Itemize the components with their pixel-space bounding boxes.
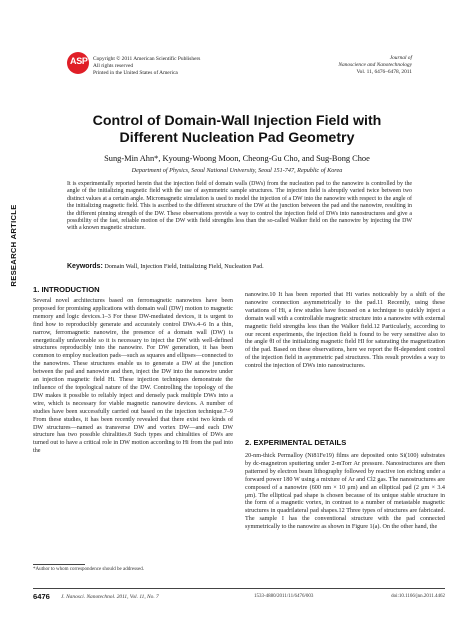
keywords-text: Domain Wall, Injection Field, Initializing Field, Nucleation Pad.: [104, 263, 264, 270]
issn: 1533-4880/2011/11/6476/003: [254, 594, 314, 599]
introduction-text-right: nanowire.10 It has been reported that Hi varies noticeably by a shift of the nanowire connection asymmetrically to the pad.11 Recently, using these variations of Hi, a few studies have focused on a technique to quickly inject a domain wall with a controllable magnetic structure into a nanowire with external magnetic field strengths less than the Walker field.12 Particularly, according to our recent experiments, the injection field is found to be very sensitive also to the angle θI of the initializing magnetic field HI for saturating the magnetization of the pad. Based on these observations, here we report the θI-dependent control of the injection field in asymmetric pad structures. This result provides a way to control the injection of DWs into nanostructures.: [245, 292, 445, 370]
journal-line: Nanoscience and Nanotechnology: [338, 62, 412, 69]
section-heading-introduction: 1. INTRODUCTION: [33, 285, 100, 294]
title-line: Different Nucleation Pad Geometry: [119, 130, 355, 146]
journal-line: Journal of: [389, 55, 412, 61]
keywords-label: Keywords:: [67, 263, 103, 270]
doi: doi:10.1166/jnn.2011.4462: [391, 594, 445, 599]
footer-divider: [33, 588, 445, 589]
journal-info: [338, 55, 412, 77]
footnote-divider: [33, 564, 85, 565]
footnote: *Author to whom correspondence should be addressed.: [33, 567, 144, 572]
section-heading-experimental: 2. EXPERIMENTAL DETAILS: [245, 438, 347, 447]
publisher-logo-text: ASP: [70, 56, 88, 66]
abstract: It is experimentally reported herein that the injection field of domain walls (DWs) from the nucleation pad to the nanowire is controlled by the angle of the initializing magnetic field with the use of asymmetric sample structures. The injection field is abruptly varied twice between two distinct values at a certain angle. Micromagnetic simulation is used to model the injection of a DW into the nanowire with respect to the angle of the initializing magnetic field. This is ascribed to the different structure of the DW at the junction between the pad and the nanowire, resulting in the different pinning strength of the DW. These observations provide a way to control the injection field of DWs into nanostructures and give a possibility of the fast, reliable motion of the DW with field strengths less than the so-called Walker field on the nanowire by injecting the DW with a known magnetic structure.: [67, 181, 412, 232]
paper-title: [40, 113, 434, 147]
publisher-line: Printed in the United States of America: [93, 70, 178, 77]
page-number: 6476: [33, 592, 50, 601]
publisher-line: Copyright © 2011 American Scientific Publishers: [93, 56, 201, 62]
keywords: [67, 263, 412, 270]
publisher-line: All rights reserved: [93, 63, 134, 70]
introduction-text-left: Several novel architectures based on ferromagnetic nanowires have been proposed for promising applications with domain wall (DW) motion to magnetic memory and logic devices.1–3 For these DW-mediated devices, it is urgent to find how to reproducibly generate and accurately control DWs.4–6 In a thin, narrow, ferromagnetic nanowire, the presence of a domain wall (DW) is energetically unfavorable so it is necessary to inject the DW with well-defined structures reproducibly into the nanowire. For DW generation, it has been common to employ nucleation pads—such as squares and ellipses—connected to the nanowires. These structures enable us to generate a DW at the junction between the pad and nanowire and then, inject the DW into the nanowire under an injection magnetic field Hi. These injection techniques demonstrate the influence of the topological nature of the DW. Controlling the topology of the DW makes it possible to reliably inject and densely pack multiple DWs into a wire, which is necessary for viable magnetic nanowire devices. A number of studies have been successfully carried out based on the injection technique.7–9 From these studies, it has been recently revealed that there exist two kinds of DW structures—named as transverse DW and vortex DW—and each DW structure has two possible chiralities.8 Such types and chiralities of DWs are turned out to have a critical role in DW motion according to Hi from the pad into the: [33, 298, 233, 455]
affiliation: Department of Physics, Seoul National University, Seoul 151-747, Republic of Korea: [131, 167, 343, 174]
title-line: Control of Domain-Wall Injection Field with: [92, 113, 382, 129]
authors: Sung-Min Ahn*, Kyoung-Woong Moon, Cheong-Gu Cho, and Sug-Bong Choe: [104, 154, 370, 163]
publisher-info: [93, 56, 200, 78]
journal-volume: Vol. 11, 6476–6478, 2011: [356, 69, 412, 76]
journal-citation: J. Nanosci. Nanotechnol. 2011, Vol. 11, No. 7: [61, 594, 159, 600]
experimental-text: 20-nm-thick Permalloy (Ni81Fe19) films are deposited onto Si(100) substrates by dc-magnetron sputtering under 2-mTorr Ar pressure. Nanostructures are then patterned by electron beam lithography followed by reactive ion etching under a forward power 180 W using a mixture of Ar and Cl2 gas. The nanostructures are composed of a nanowire (600 nm × 10 μm) and an elliptical pad (2 μm × 3.4 μm). The elliptical pad shape is chosen because of its unique stable structure in the form of a magnetic vortex, in contrast to a number of metastable magnetic structures in quadrilateral pad shapes.12 Three types of structures are fabricated. The sample I has the conventional structure with the pad connected symmetrically to the nanowire as shown in Figure 1(a). On the other hand, the: [245, 453, 445, 531]
article-type-tab: RESEARCH ARTICLE: [9, 204, 18, 287]
